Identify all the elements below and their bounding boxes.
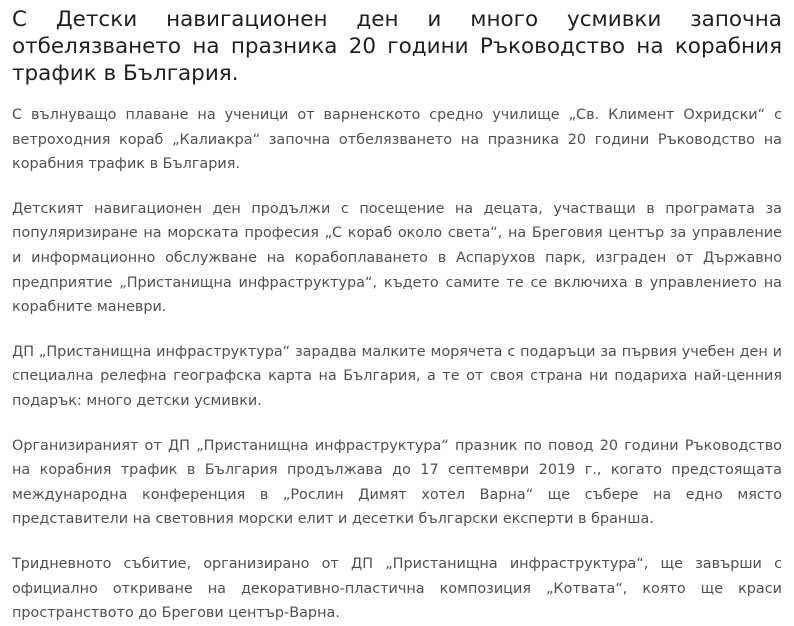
article-paragraph-3: ДП „Пристанищна инфраструктура“ зарадва малките морячета с подаръци за първия учебен ден и специална релефна географска карта на България, а те от своя страна ни подариха най-ценния подарък: много детски усмивки. — [12, 343, 782, 409]
article-paragraph-5: Тридневното събитие, организирано от ДП „Пристанищна инфраструктура“, ще завърши с официално откриване на декоративно-пластична композиция „Котвата“, която ще краси пространството до Брегови център-Варна. — [12, 555, 782, 622]
article-paragraph-4: Организираният от ДП „Пристанищна инфраструктура“ празник по повод 20 години Ръководство на корабния трафик в България продължава до 17 септември 2019 г., когато предстоящата международна конференция в „Рослин Димят хотел Варна“ ще събере на едно място представители на световния морски елит и десетки български експерти в бранша. — [12, 437, 782, 528]
article-paragraph-1: С вълнуващо плаване на ученици от варненското средно училище „Св. Климент Охридски“ с ветроходния кораб „Калиакра“ започна отбелязването на празника 20 години Ръководство на корабния трафик в България. — [12, 107, 782, 173]
article-title: С Детски навигационен ден и много усмивки започна отбелязването на празника 20 години Ръководство на корабния трафик в България. — [12, 7, 782, 86]
article-paragraph-2: Детският навигационен ден продължи с посещение на децата, участващи в програмата за популяризиране на морската професия „С кораб около света“, на Бреговия център за управление и информационно обслужване на корабоплаването в Аспарухов парк, изграден от Държавно предприятие „Пристанищна инфраструктура“, където самите те се включиха в управлението на корабните маневри. — [12, 200, 782, 316]
